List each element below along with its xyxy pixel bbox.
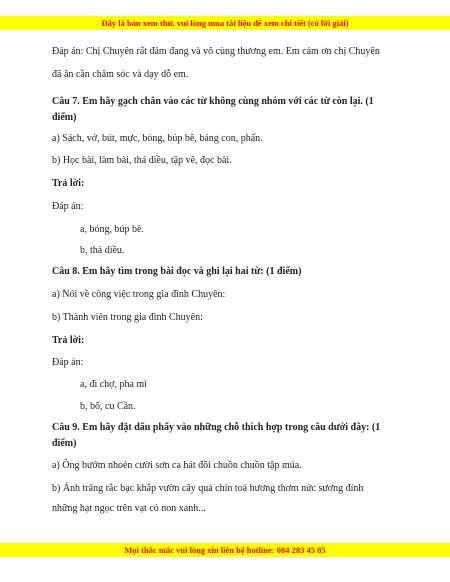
question-7-title: Câu 7. Em hãy gạch chân vào các từ không cùng nhóm với các từ còn lại. (1: [52, 96, 374, 107]
answer-label: Đáp án:: [52, 201, 84, 212]
question-9-part-b: b) Ánh trăng rắc bạc khắp vườn cây quả chín toả hương thơm nức sương đính: [52, 483, 364, 494]
answer-item: a, đi chợ, pha mì: [80, 379, 147, 390]
question-9-part-a: a) Ông bướm nhoẻn cười sơn ca hát đồi chuồn chuồn tập múa.: [52, 460, 302, 471]
answer-text: đã ân cần chăm sóc và dạy dỗ em.: [52, 69, 189, 80]
answer-item: a, bóng, búp bê.: [80, 224, 144, 235]
answer-label: Đáp án:: [52, 357, 84, 368]
answer-text: Đáp án: Chị Chuyên rất đảm đang và vô cùng thương em. Em cảm ơn chị Chuyên: [52, 46, 380, 57]
question-7-part-b: b) Học bài, làm bài, thả diều, tập vẽ, đọc bài.: [52, 155, 232, 166]
question-8-part-a: a) Nói về công việc trong gia đình Chuyên:: [52, 289, 226, 300]
question-9-title: điểm): [52, 438, 77, 449]
question-9-part-b: những hạt ngọc trên vạt cỏ non xanh...: [52, 503, 206, 514]
answer-item: b, bố, cu Cần.: [80, 401, 136, 412]
question-8-title: Câu 8. Em hãy tìm trong bài đọc và ghi lại hai từ: (1 điểm): [52, 266, 302, 277]
answer-heading: Trả lời:: [52, 178, 85, 189]
hotline-banner: Mọi thắc mắc vui lòng xin liên hệ hotline: 084 283 45 85: [0, 543, 450, 557]
answer-item: b, thả diều.: [80, 245, 125, 256]
question-8-part-b: b) Thành viên trong gia đình Chuyên:: [52, 312, 203, 323]
preview-notice-banner: Đây là bản xem thử, vui lòng mua tài liệu để xem chi tiết (có lời giải): [0, 16, 450, 30]
question-9-title: Câu 9. Em hãy đặt dấu phẩy vào những chỗ thích hợp trong câu dưới đây: (1: [52, 422, 381, 433]
question-7-part-a: a) Sách, vở, bút, mực, bóng, búp bê, bảng con, phấn.: [52, 133, 263, 144]
answer-heading: Trả lời:: [52, 335, 85, 346]
question-7-title: điểm): [52, 112, 77, 123]
